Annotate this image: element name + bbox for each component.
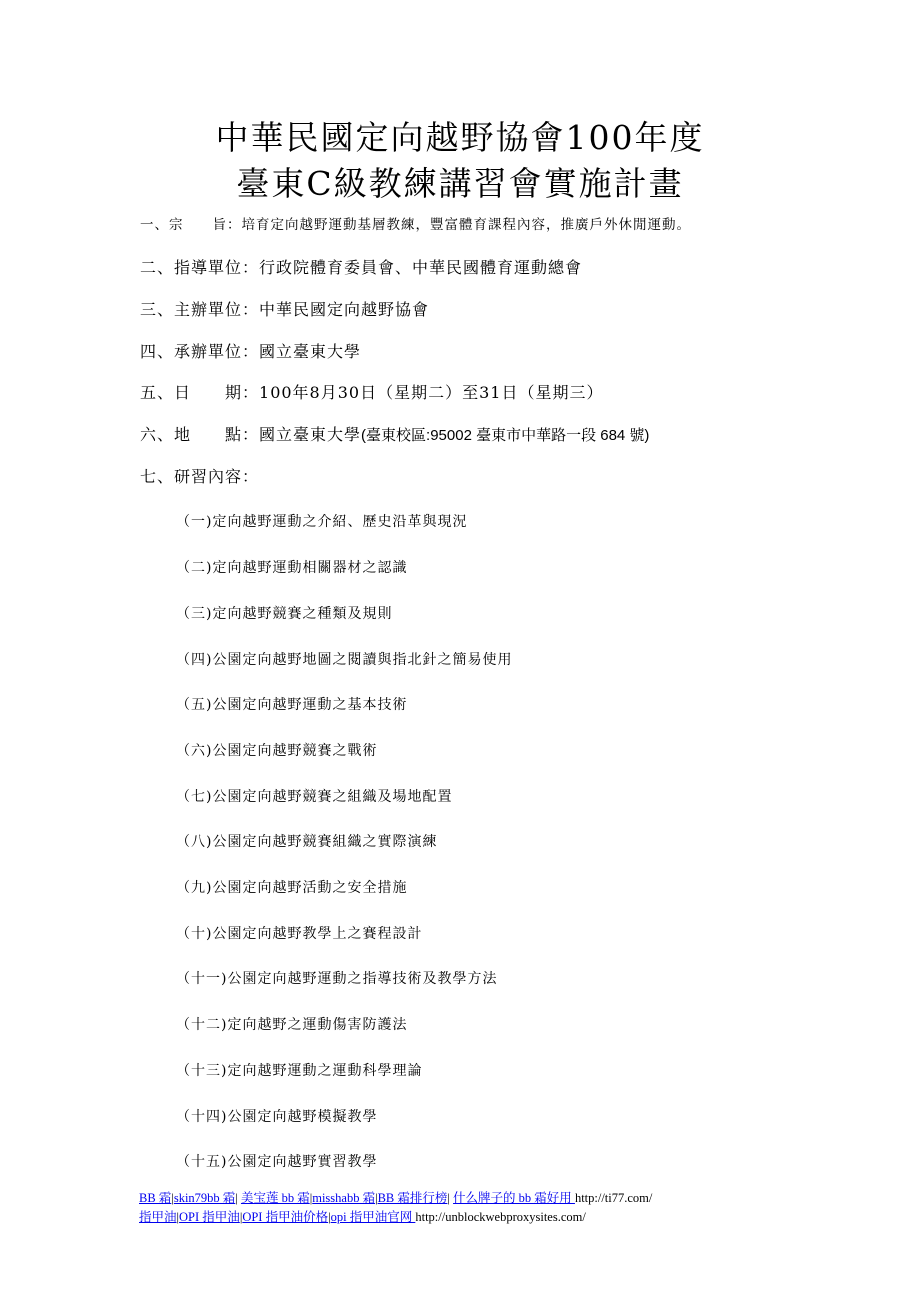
title-line-2: 臺東C級教練講習會實施計畫 — [236, 164, 684, 203]
footer-link[interactable]: BB 霜排行榜 — [377, 1191, 448, 1205]
footer-links-line-1 — [139, 1189, 652, 1208]
content-item: （九)公園定向越野活動之安全措施 — [176, 880, 408, 896]
title-line-1: 中華民國定向越野協會100年度 — [215, 118, 705, 157]
footer-link[interactable]: 什么牌子的 bb 霜好用 — [453, 1191, 575, 1205]
content-item: （五)公園定向越野運動之基本技術 — [176, 697, 408, 713]
section-text: 國立臺東大學 — [259, 425, 362, 444]
footer-link[interactable]: 美宝莲 bb 霜 — [240, 1191, 310, 1205]
section-label: 七、研習內容： — [140, 467, 260, 486]
footer-text: | — [171, 1191, 174, 1205]
section-location — [140, 422, 649, 445]
footer-text: http://unblockwebproxysites.com/ — [415, 1210, 586, 1224]
section-text: 培育定向越野運動基層教練，豐富體育課程內容，推廣戶外休閒運動。 — [241, 217, 691, 233]
content-item: （十)公園定向越野教學上之賽程設計 — [176, 926, 423, 942]
section-contents — [140, 464, 259, 487]
footer-text: | — [375, 1191, 378, 1205]
section-organizer — [140, 297, 429, 320]
footer-link[interactable]: OPI 指甲油 — [179, 1210, 240, 1224]
section-guidance — [140, 255, 582, 278]
footer-text: | — [309, 1191, 313, 1205]
section-text: 100年8月30日（星期二）至31日（星期三） — [259, 383, 604, 402]
content-item: （十四)公園定向越野模擬教學 — [176, 1109, 378, 1125]
content-item: （四)公園定向越野地圖之閱讀與指北針之簡易使用 — [176, 652, 513, 668]
footer-text: | — [235, 1191, 241, 1205]
content-item: （二)定向越野運動相關器材之認識 — [176, 560, 408, 576]
content-item: （十三)定向越野運動之運動科學理論 — [176, 1063, 423, 1079]
section-host — [140, 339, 361, 362]
footer-link[interactable]: opi 指甲油官网 — [330, 1210, 416, 1224]
footer-text: | — [176, 1210, 180, 1224]
location-address: (臺東校區:95002 臺東市中華路一段 684 號) — [361, 427, 650, 444]
footer-links-line-2 — [139, 1208, 586, 1227]
footer-link[interactable]: misshabb 霜 — [312, 1191, 376, 1205]
section-text: 行政院體育委員會、中華民國體育運動總會 — [259, 258, 583, 277]
content-item: （三)定向越野競賽之種類及規則 — [176, 606, 393, 622]
content-item: （十五)公園定向越野實習教學 — [176, 1154, 378, 1170]
section-date — [140, 380, 603, 403]
content-item: （十一)公園定向越野運動之指導技術及教學方法 — [176, 971, 498, 987]
footer-link[interactable]: BB 霜 — [139, 1191, 172, 1205]
section-label: 六、地 點： — [140, 425, 260, 444]
section-label: 二、指導單位： — [140, 258, 260, 277]
footer-link[interactable]: OPI 指甲油价格 — [242, 1210, 329, 1224]
footer-text: | — [328, 1210, 331, 1224]
content-item: （七)公園定向越野競賽之組織及場地配置 — [176, 789, 453, 805]
section-label: 五、日 期： — [140, 383, 260, 402]
footer-text: http://ti77.com/ — [574, 1191, 653, 1205]
content-item: （一)定向越野運動之介紹、歷史沿革與現況 — [176, 514, 468, 530]
section-label: 四、承辦單位： — [140, 342, 260, 361]
footer-text: | — [239, 1210, 243, 1224]
footer-link[interactable]: skin79bb 霜 — [173, 1191, 236, 1205]
section-purpose — [140, 213, 691, 233]
content-item: （八)公園定向越野競賽組織之實際演練 — [176, 834, 438, 850]
content-item: （十二)定向越野之運動傷害防護法 — [176, 1017, 408, 1033]
section-text: 國立臺東大學 — [259, 342, 362, 361]
section-label: 三、主辦單位： — [140, 300, 260, 319]
section-text: 中華民國定向越野協會 — [259, 300, 430, 319]
footer-text: | — [447, 1191, 454, 1205]
footer-link[interactable]: 指甲油 — [139, 1210, 177, 1224]
content-item: （六)公園定向越野競賽之戰術 — [176, 743, 378, 759]
section-label: 一、宗 旨： — [140, 217, 242, 233]
